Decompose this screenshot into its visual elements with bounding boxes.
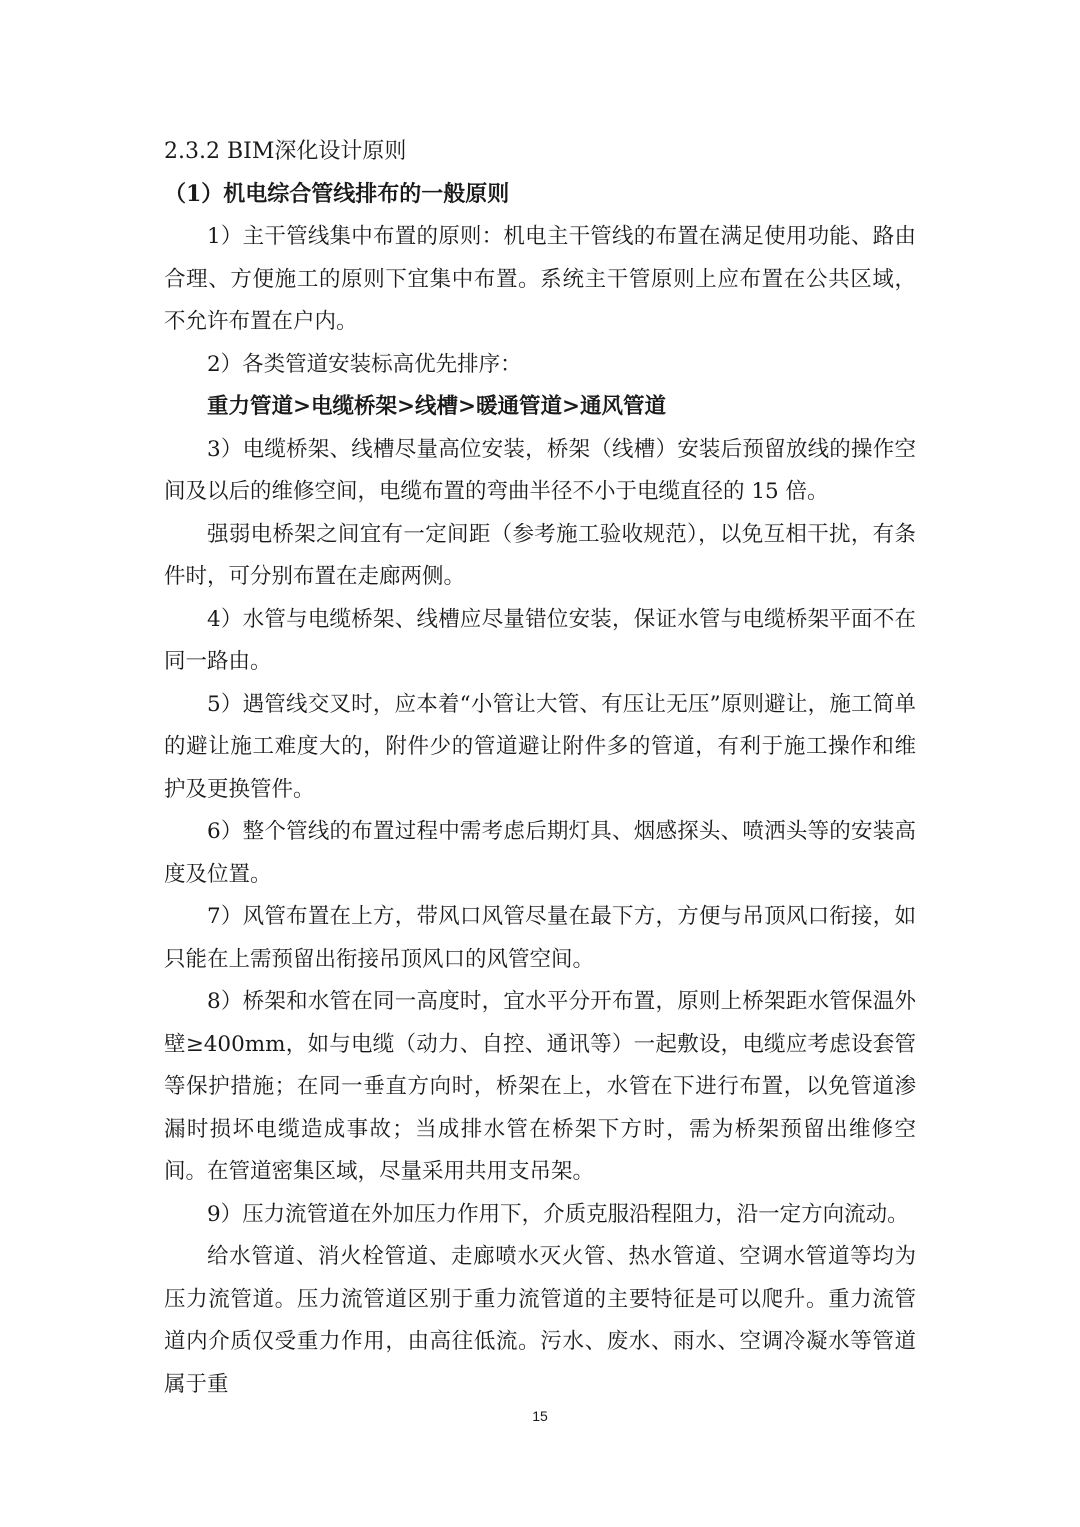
priority-order-line: 重力管道>电缆桥架>线槽>暖通管道>通风管道: [207, 394, 667, 419]
paragraph-principle-1: 1）主干管线集中布置的原则：机电主干管线的布置在满足使用功能、路由合理、方便施工的原则下宜集中布置。系统主干管原则上应布置在公共区域，不允许布置在户内。: [164, 224, 916, 334]
paragraph-principle-9: 9）压力流管道在外加压力作用下，介质克服沿程阻力，沿一定方向流动。: [207, 1201, 909, 1227]
page-number: 15: [532, 1408, 548, 1424]
paragraph-principle-9-note: 给水管道、消火栓管道、走廊喷水灭火管、热水管道、空调水管道等均为压力流管道。压力流管道区别于重力流管道的主要特征是可以爬升。重力流管道内介质仅受重力作用，由高往低流。污水、废水、雨水、空调冷凝水等管道属于重: [164, 1244, 916, 1397]
paragraph-principle-3-note: 强弱电桥架之间宜有一定间距（参考施工验收规范），以免互相干扰，有条件时，可分别布置在走廊两侧。: [164, 521, 916, 589]
subsection-heading: （1）机电综合管线排布的一般原则: [164, 181, 510, 207]
body-text: [164, 216, 916, 1406]
paragraph-principle-4: 4）水管与电缆桥架、线槽应尽量错位安装，保证水管与电缆桥架平面不在同一路由。: [164, 606, 916, 674]
paragraph-principle-5: 5）遇管线交叉时，应本着“小管让大管、有压让无压”原则避让，施工简单的避让施工难度大的，附件少的管道避让附件多的管道，有利于施工操作和维护及更换管件。: [164, 691, 916, 802]
paragraph-principle-8: 8）桥架和水管在同一高度时，宜水平分开布置，原则上桥架距水管保温外壁≥400mm，如与电缆（动力、自控、通讯等）一起敷设，电缆应考虑设套管等保护措施；在同一垂直方向时，桥架在上，水管在下进行布置，以免管道渗漏时损坏电缆造成事故；当成排水管在桥架下方时，需为桥架预留出维修空间。在管道密集区域，尽量采用共用支吊架。: [164, 989, 916, 1184]
section-heading: 2.3.2 BIM深化设计原则: [164, 139, 407, 164]
paragraph-principle-7: 7）风管布置在上方，带风口风管尽量在最下方，方便与吊顶风口衔接，如只能在上需预留出衔接吊顶风口的风管空间。: [164, 904, 916, 972]
paragraph-principle-3: 3）电缆桥架、线槽尽量高位安装，桥架（线槽）安装后预留放线的操作空间及以后的维修空间，电缆布置的弯曲半径不小于电缆直径的 15 倍。: [164, 436, 916, 504]
paragraph-principle-2: 2）各类管道安装标高优先排序：: [207, 351, 522, 377]
paragraph-principle-6: 6）整个管线的布置过程中需考虑后期灯具、烟感探头、喷洒头等的安装高度及位置。: [164, 819, 916, 887]
